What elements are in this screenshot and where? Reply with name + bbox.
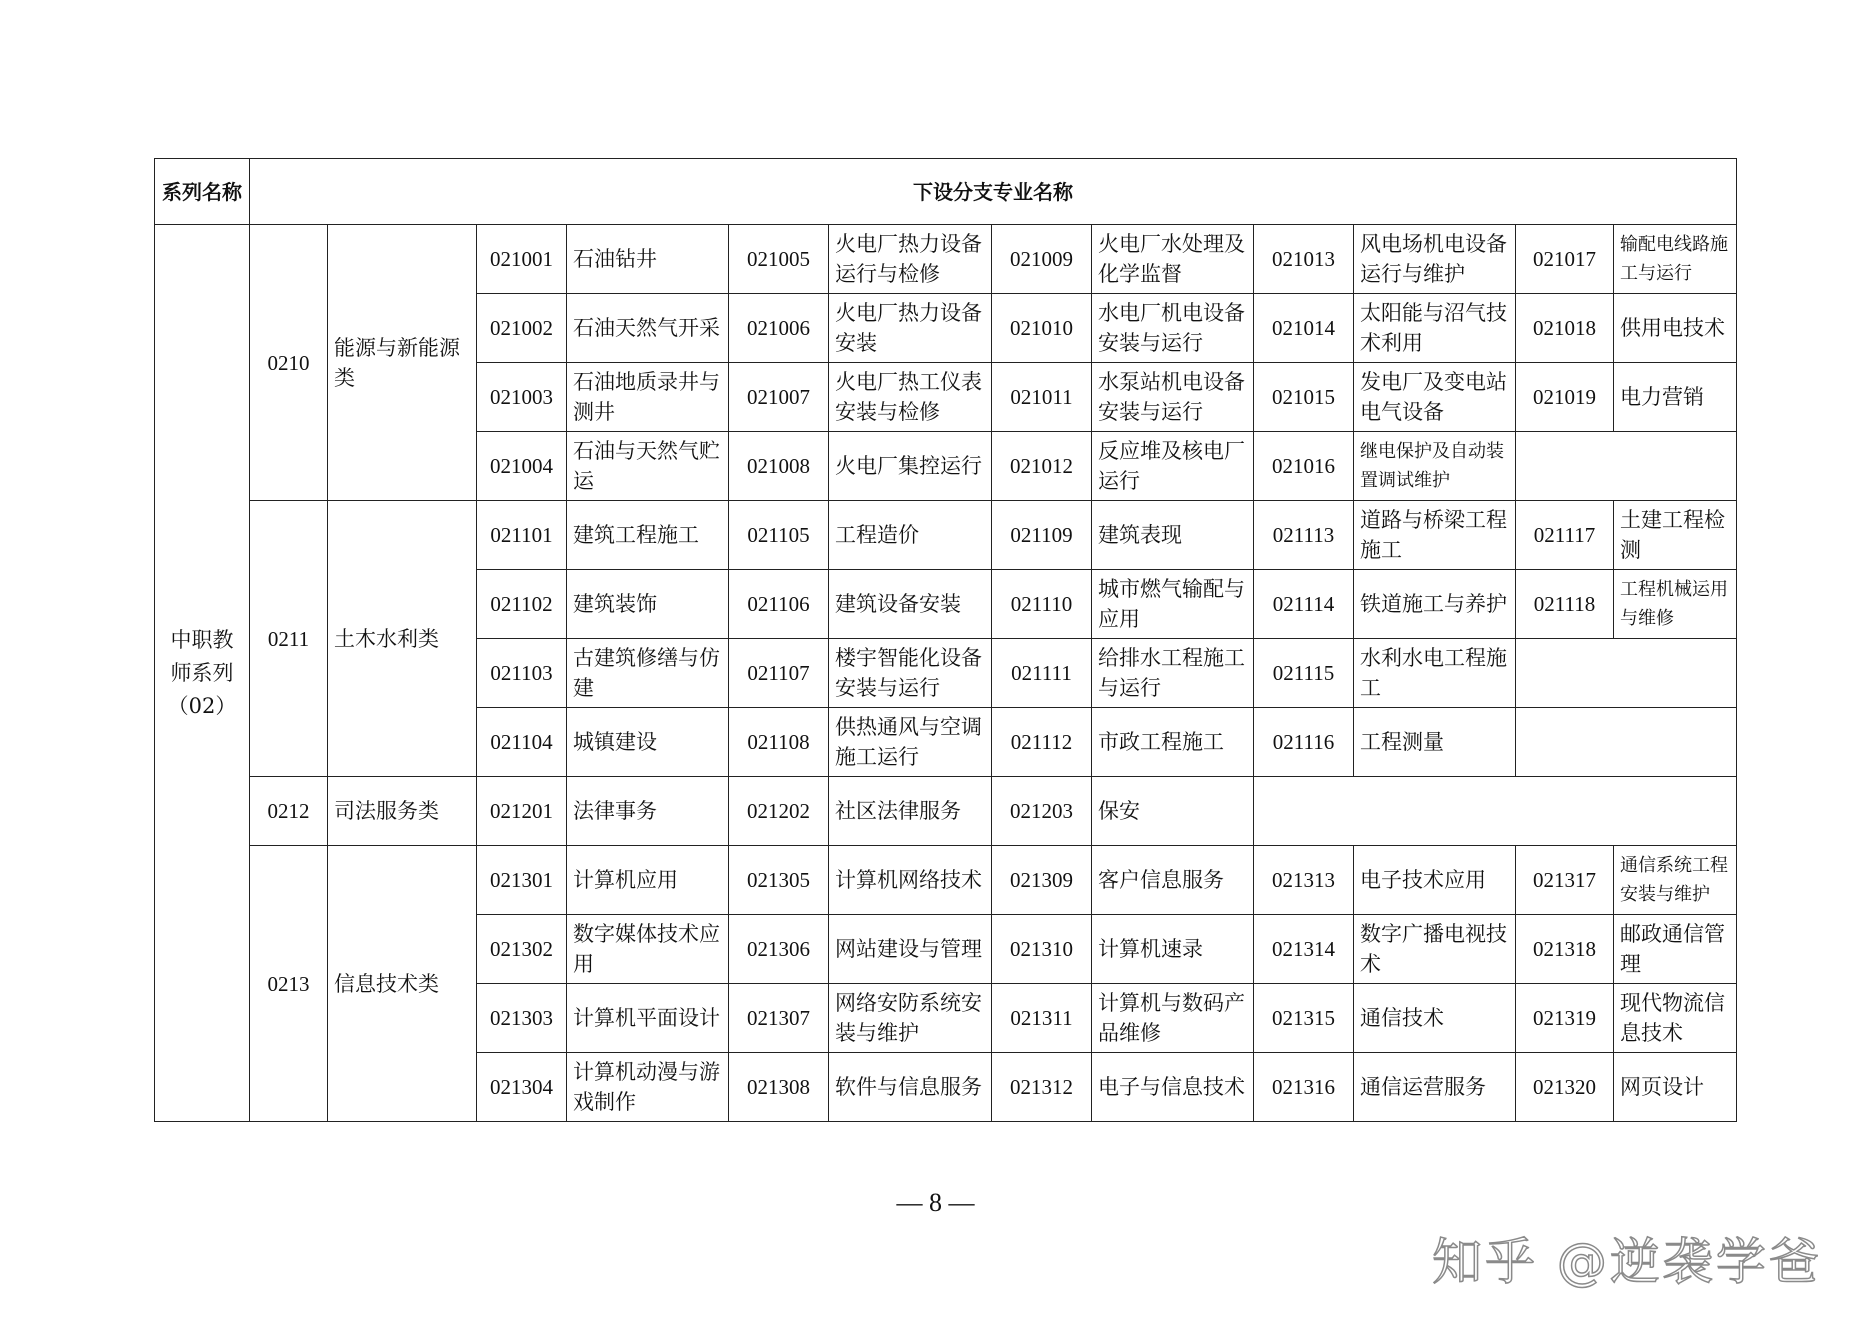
major-name: 通信运营服务 — [1354, 1053, 1516, 1122]
major-name: 太阳能与沼气技术利用 — [1354, 294, 1516, 363]
series-header: 系列名称 — [155, 159, 250, 225]
empty-cell — [1516, 639, 1737, 708]
major-code: 021303 — [477, 984, 567, 1053]
major-code: 021311 — [992, 984, 1092, 1053]
major-name: 市政工程施工 — [1092, 708, 1254, 777]
major-name: 给排水工程施工与运行 — [1092, 639, 1254, 708]
major-header: 下设分支专业名称 — [250, 159, 1737, 225]
major-code: 021006 — [729, 294, 829, 363]
major-name: 石油与天然气贮运 — [567, 432, 729, 501]
major-name: 网络安防系统安装与维护 — [829, 984, 992, 1053]
major-code: 021320 — [1516, 1053, 1614, 1122]
major-code: 021102 — [477, 570, 567, 639]
major-name: 火电厂集控运行 — [829, 432, 992, 501]
major-name: 火电厂热工仪表安装与检修 — [829, 363, 992, 432]
major-name: 社区法律服务 — [829, 777, 992, 846]
major-code: 021306 — [729, 915, 829, 984]
major-code: 021009 — [992, 225, 1092, 294]
major-code: 021002 — [477, 294, 567, 363]
major-name: 计算机速录 — [1092, 915, 1254, 984]
major-code: 021012 — [992, 432, 1092, 501]
major-name: 水利水电工程施工 — [1354, 639, 1516, 708]
major-code: 021301 — [477, 846, 567, 915]
major-name: 城镇建设 — [567, 708, 729, 777]
major-code: 021310 — [992, 915, 1092, 984]
major-name: 发电厂及变电站电气设备 — [1354, 363, 1516, 432]
major-name: 通信系统工程安装与维护 — [1614, 846, 1737, 915]
major-name: 电力营销 — [1614, 363, 1737, 432]
major-name: 软件与信息服务 — [829, 1053, 992, 1122]
empty-cell — [1254, 777, 1737, 846]
major-code: 021302 — [477, 915, 567, 984]
major-code: 021103 — [477, 639, 567, 708]
major-code: 021108 — [729, 708, 829, 777]
page-number: — 8 — — [896, 1188, 975, 1217]
major-name: 数字广播电视技术 — [1354, 915, 1516, 984]
major-code: 021105 — [729, 501, 829, 570]
major-code: 021013 — [1254, 225, 1354, 294]
major-code: 021014 — [1254, 294, 1354, 363]
major-code: 021109 — [992, 501, 1092, 570]
major-name: 保安 — [1092, 777, 1254, 846]
major-code: 021117 — [1516, 501, 1614, 570]
major-code: 021114 — [1254, 570, 1354, 639]
major-code: 021016 — [1254, 432, 1354, 501]
category-name: 能源与新能源类 — [328, 225, 477, 501]
empty-cell — [1516, 708, 1737, 777]
major-name: 火电厂水处理及化学监督 — [1092, 225, 1254, 294]
major-name: 供用电技术 — [1614, 294, 1737, 363]
major-name: 网站建设与管理 — [829, 915, 992, 984]
category-name: 司法服务类 — [328, 777, 477, 846]
major-code: 021010 — [992, 294, 1092, 363]
major-name: 电子技术应用 — [1354, 846, 1516, 915]
major-name: 客户信息服务 — [1092, 846, 1254, 915]
major-name: 法律事务 — [567, 777, 729, 846]
major-code: 021015 — [1254, 363, 1354, 432]
major-name: 供热通风与空调施工运行 — [829, 708, 992, 777]
major-code: 021005 — [729, 225, 829, 294]
major-name: 建筑装饰 — [567, 570, 729, 639]
major-code: 021305 — [729, 846, 829, 915]
category-code: 0210 — [250, 225, 328, 501]
major-name: 计算机平面设计 — [567, 984, 729, 1053]
major-name: 古建筑修缮与仿建 — [567, 639, 729, 708]
major-name: 城市燃气输配与应用 — [1092, 570, 1254, 639]
major-name: 工程测量 — [1354, 708, 1516, 777]
major-name: 计算机网络技术 — [829, 846, 992, 915]
major-name: 道路与桥梁工程施工 — [1354, 501, 1516, 570]
major-name: 铁道施工与养护 — [1354, 570, 1516, 639]
category-name: 土木水利类 — [328, 501, 477, 777]
major-name: 网页设计 — [1614, 1053, 1737, 1122]
major-row — [155, 777, 1737, 846]
major-code: 021115 — [1254, 639, 1354, 708]
major-name: 现代物流信息技术 — [1614, 984, 1737, 1053]
majors-table — [154, 158, 1737, 1122]
major-row — [155, 846, 1737, 915]
major-code: 021203 — [992, 777, 1092, 846]
major-name: 建筑表现 — [1092, 501, 1254, 570]
major-code: 021004 — [477, 432, 567, 501]
major-name: 火电厂热力设备运行与检修 — [829, 225, 992, 294]
major-code: 021202 — [729, 777, 829, 846]
major-code: 021316 — [1254, 1053, 1354, 1122]
major-code: 021113 — [1254, 501, 1354, 570]
major-code: 021111 — [992, 639, 1092, 708]
major-name: 楼宇智能化设备安装与运行 — [829, 639, 992, 708]
major-row — [155, 501, 1737, 570]
series-name: 中职教师系列（02） — [155, 225, 250, 1122]
category-name: 信息技术类 — [328, 846, 477, 1122]
major-name: 石油地质录井与测井 — [567, 363, 729, 432]
major-code: 021313 — [1254, 846, 1354, 915]
major-name: 工程机械运用与维修 — [1614, 570, 1737, 639]
major-code: 021107 — [729, 639, 829, 708]
major-code: 021319 — [1516, 984, 1614, 1053]
major-code: 021317 — [1516, 846, 1614, 915]
major-name: 土建工程检测 — [1614, 501, 1737, 570]
category-code: 0211 — [250, 501, 328, 777]
major-name: 反应堆及核电厂运行 — [1092, 432, 1254, 501]
category-code: 0212 — [250, 777, 328, 846]
major-name: 石油天然气开采 — [567, 294, 729, 363]
major-code: 021018 — [1516, 294, 1614, 363]
major-row — [155, 225, 1737, 294]
major-name: 建筑设备安装 — [829, 570, 992, 639]
major-name: 风电场机电设备运行与维护 — [1354, 225, 1516, 294]
watermark: 知乎 @逆袭学爸 — [1432, 1233, 1822, 1291]
major-code: 021315 — [1254, 984, 1354, 1053]
major-code: 021304 — [477, 1053, 567, 1122]
major-name: 水泵站机电设备安装与运行 — [1092, 363, 1254, 432]
major-name: 邮政通信管理 — [1614, 915, 1737, 984]
major-name: 计算机应用 — [567, 846, 729, 915]
major-name: 建筑工程施工 — [567, 501, 729, 570]
major-name: 工程造价 — [829, 501, 992, 570]
major-code: 021001 — [477, 225, 567, 294]
major-name: 计算机动漫与游戏制作 — [567, 1053, 729, 1122]
major-name: 石油钻井 — [567, 225, 729, 294]
major-name: 电子与信息技术 — [1092, 1053, 1254, 1122]
major-name: 数字媒体技术应用 — [567, 915, 729, 984]
major-code: 021309 — [992, 846, 1092, 915]
major-code: 021314 — [1254, 915, 1354, 984]
major-code: 021007 — [729, 363, 829, 432]
major-code: 021312 — [992, 1053, 1092, 1122]
major-name: 水电厂机电设备安装与运行 — [1092, 294, 1254, 363]
major-name: 继电保护及自动装置调试维护 — [1354, 432, 1516, 501]
major-code: 021101 — [477, 501, 567, 570]
major-code: 021104 — [477, 708, 567, 777]
major-name: 通信技术 — [1354, 984, 1516, 1053]
major-code: 021112 — [992, 708, 1092, 777]
major-name: 计算机与数码产品维修 — [1092, 984, 1254, 1053]
major-code: 021110 — [992, 570, 1092, 639]
major-name: 火电厂热力设备安装 — [829, 294, 992, 363]
major-code: 021201 — [477, 777, 567, 846]
major-code: 021019 — [1516, 363, 1614, 432]
major-code: 021308 — [729, 1053, 829, 1122]
major-code: 021318 — [1516, 915, 1614, 984]
major-code: 021118 — [1516, 570, 1614, 639]
major-code: 021008 — [729, 432, 829, 501]
major-code: 021307 — [729, 984, 829, 1053]
category-code: 0213 — [250, 846, 328, 1122]
major-name: 输配电线路施工与运行 — [1614, 225, 1737, 294]
major-code: 021011 — [992, 363, 1092, 432]
major-code: 021017 — [1516, 225, 1614, 294]
major-code: 021116 — [1254, 708, 1354, 777]
major-code: 021106 — [729, 570, 829, 639]
major-code: 021003 — [477, 363, 567, 432]
header-row — [155, 159, 1737, 225]
empty-cell — [1516, 432, 1737, 501]
